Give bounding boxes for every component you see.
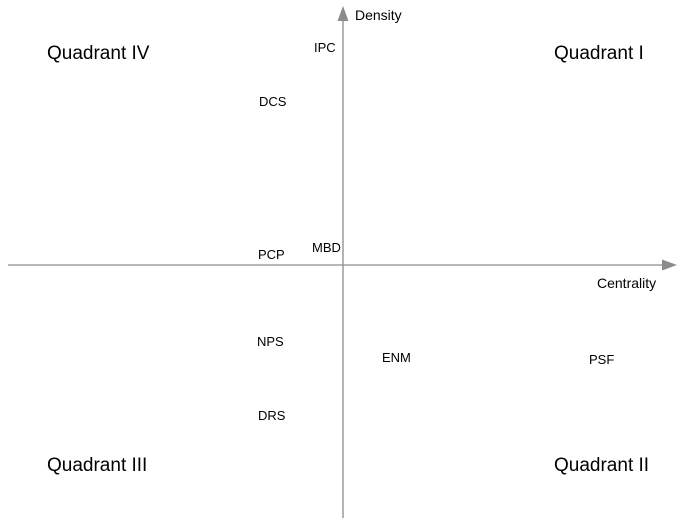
point-label-dcs: DCS [259,94,287,109]
point-label-ipc: IPC [314,40,336,55]
y-axis [338,6,402,518]
y-axis-label: Density [355,7,402,23]
point-label-drs: DRS [258,408,286,423]
quadrant-iv-label: Quadrant IV [47,43,150,64]
point-label-mbd: MBD [312,240,341,255]
point-label-psf: PSF [589,352,615,367]
point-label-pcp: PCP [258,247,285,262]
quadrant-iii-label: Quadrant III [47,455,148,476]
y-axis-arrow [338,6,349,21]
x-axis-arrow [662,260,677,271]
point-label-nps: NPS [257,334,284,349]
quadrant-i-label: Quadrant I [554,43,644,64]
x-axis-label: Centrality [597,275,657,291]
point-label-enm: ENM [382,350,411,365]
quadrant-ii-label: Quadrant II [554,455,650,476]
